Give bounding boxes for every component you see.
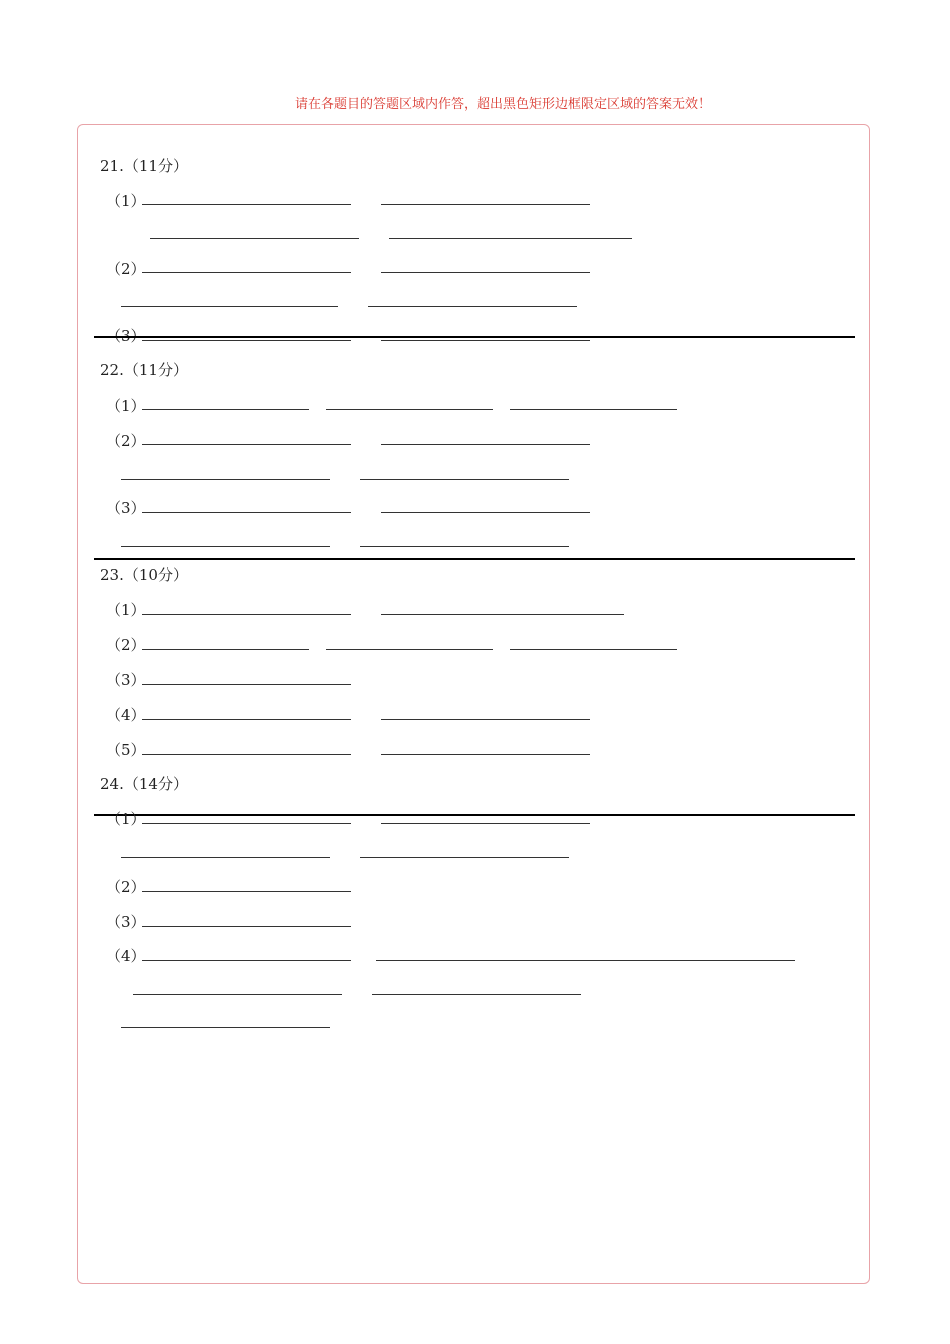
answer-blank[interactable]: [389, 238, 632, 239]
answer-blank[interactable]: [142, 272, 351, 273]
answer-blank[interactable]: [368, 306, 577, 307]
section-divider: [94, 336, 855, 338]
answer-blank[interactable]: [326, 649, 493, 650]
answer-blank[interactable]: [381, 823, 590, 824]
answer-blank[interactable]: [121, 857, 330, 858]
answer-blank[interactable]: [142, 614, 351, 615]
q21-part-1-label: （1）: [106, 192, 146, 210]
answer-blank[interactable]: [142, 891, 351, 892]
question-24-title: 24.（14分）: [100, 775, 188, 793]
answer-blank[interactable]: [326, 409, 493, 410]
notice-text: 请在各题目的答题区域内作答，超出黑色矩形边框限定区域的答案无效！: [295, 97, 712, 112]
answer-blank[interactable]: [381, 272, 590, 273]
question-21-title: 21.（11分）: [100, 157, 188, 175]
answer-blank[interactable]: [142, 204, 351, 205]
answer-blank[interactable]: [381, 512, 590, 513]
answer-blank[interactable]: [381, 340, 590, 341]
answer-blank[interactable]: [372, 994, 581, 995]
answer-blank[interactable]: [121, 479, 330, 480]
q22-part-2-label: （2）: [106, 432, 146, 450]
answer-blank[interactable]: [142, 444, 351, 445]
q23-part-1-label: （1）: [106, 601, 146, 619]
question-22-title: 22.（11分）: [100, 361, 188, 379]
answer-blank[interactable]: [142, 649, 309, 650]
answer-blank[interactable]: [121, 546, 330, 547]
answer-blank[interactable]: [381, 614, 624, 615]
q23-part-2-label: （2）: [106, 636, 146, 654]
answer-blank[interactable]: [142, 684, 351, 685]
answer-blank[interactable]: [142, 823, 351, 824]
answer-blank[interactable]: [150, 238, 359, 239]
answer-blank[interactable]: [381, 204, 590, 205]
answer-blank[interactable]: [121, 306, 338, 307]
answer-blank[interactable]: [376, 960, 795, 961]
answer-blank[interactable]: [360, 546, 569, 547]
q24-part-1-label: （1）: [106, 810, 146, 828]
q24-part-4-label: （4）: [106, 947, 146, 965]
answer-blank[interactable]: [360, 479, 569, 480]
answer-blank[interactable]: [381, 754, 590, 755]
answer-blank[interactable]: [142, 754, 351, 755]
q21-part-2-label: （2）: [106, 260, 146, 278]
answer-blank[interactable]: [381, 444, 590, 445]
q22-part-1-label: （1）: [106, 397, 146, 415]
answer-blank[interactable]: [142, 719, 351, 720]
answer-blank[interactable]: [142, 960, 351, 961]
answer-blank[interactable]: [510, 649, 677, 650]
answer-blank[interactable]: [142, 512, 351, 513]
answer-blank[interactable]: [133, 994, 342, 995]
answer-blank[interactable]: [360, 857, 569, 858]
q23-part-5-label: （5）: [106, 741, 146, 759]
section-divider: [94, 558, 855, 560]
answer-blank[interactable]: [381, 719, 590, 720]
question-23-title: 23.（10分）: [100, 566, 188, 584]
section-divider: [94, 814, 855, 816]
q23-part-3-label: （3）: [106, 671, 146, 689]
answer-blank[interactable]: [142, 409, 309, 410]
answer-blank[interactable]: [510, 409, 677, 410]
q21-part-3-label: （3）: [106, 327, 146, 345]
answer-blank[interactable]: [121, 1027, 330, 1028]
q24-part-3-label: （3）: [106, 913, 146, 931]
q23-part-4-label: （4）: [106, 706, 146, 724]
q24-part-2-label: （2）: [106, 878, 146, 896]
q22-part-3-label: （3）: [106, 499, 146, 517]
answer-blank[interactable]: [142, 340, 351, 341]
answer-blank[interactable]: [142, 926, 351, 927]
answer-frame: [77, 124, 870, 1284]
